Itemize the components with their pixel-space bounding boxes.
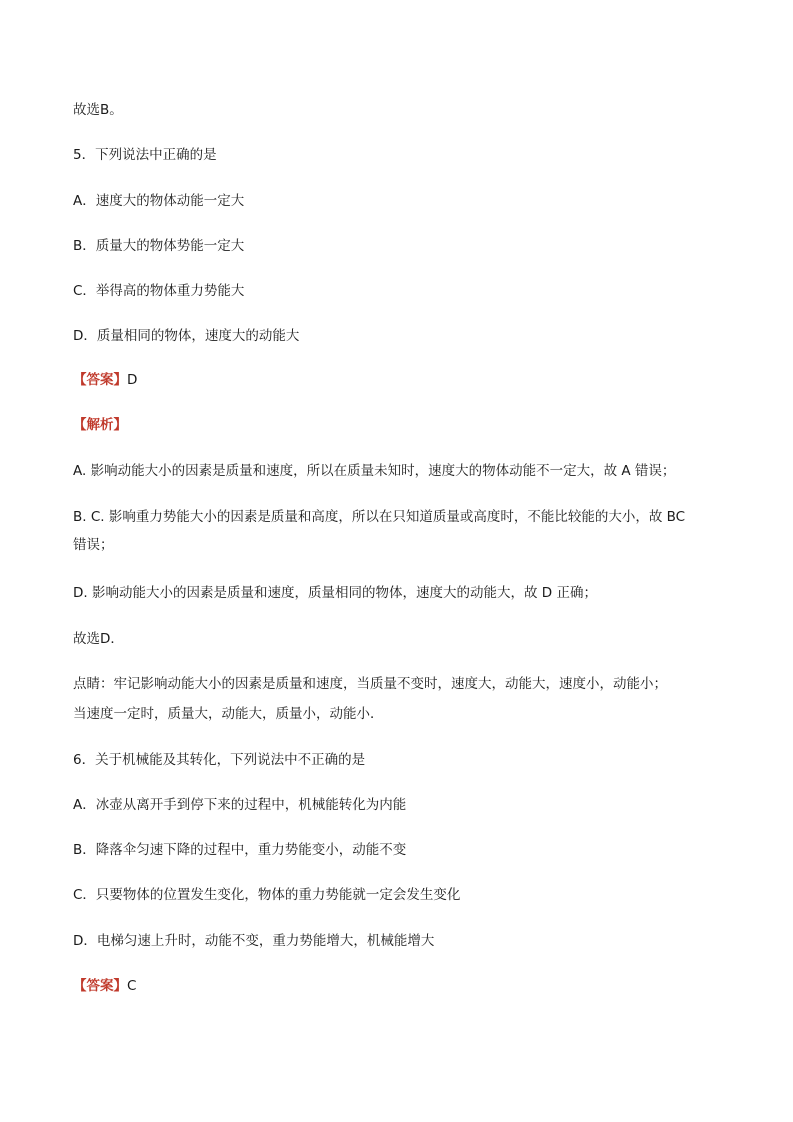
answer-label: 【答案】: [73, 372, 127, 388]
question-6-option-b: B．降落伞匀速下降的过程中，重力势能变小，动能不变: [73, 842, 407, 858]
question-6-option-c: C．只要物体的位置发生变化，物体的重力势能就一定会发生变化: [73, 887, 461, 903]
explanation-d: D. 影响动能大小的因素是质量和速度，质量相同的物体，速度大的动能大，故 D 正确；: [73, 585, 597, 601]
question-5-stem: 5．下列说法中正确的是: [73, 147, 217, 163]
tip-line-1: 点睛：牢记影响动能大小的因素是质量和速度，当质量不变时，速度大，动能大，速度小，动能小；: [73, 676, 667, 692]
explanation-a: A. 影响动能大小的因素是质量和速度，所以在质量未知时，速度大的物体动能不一定大，故 A 错误；: [73, 463, 676, 479]
question-5-option-b: B．质量大的物体势能一定大: [73, 238, 245, 254]
answer-5-value: D: [127, 372, 138, 388]
answer-5-row: [73, 371, 137, 389]
answer-6-value: C: [127, 978, 137, 994]
explanation-bc-cont: 错误；: [73, 537, 114, 553]
question-5-option-d: D．质量相同的物体，速度大的动能大: [73, 328, 300, 344]
answer-6-row: [73, 977, 136, 995]
question-6-stem: 6．关于机械能及其转化，下列说法中不正确的是: [73, 752, 366, 768]
analysis-label: 【解析】: [73, 417, 127, 433]
answer-label: 【答案】: [73, 978, 127, 994]
conclusion-5: 故选D．: [73, 631, 124, 647]
tip-line-2: 当速度一定时，质量大，动能大，质量小，动能小．: [73, 706, 384, 722]
conclusion-previous: 故选B。: [73, 102, 123, 118]
question-5-option-c: C．举得高的物体重力势能大: [73, 283, 245, 299]
question-6-option-a: A．冰壶从离开手到停下来的过程中，机械能转化为内能: [73, 797, 407, 813]
explanation-bc: B. C. 影响重力势能大小的因素是质量和高度，所以在只知道质量或高度时，不能比较能的大小，故 BC: [73, 509, 686, 525]
question-6-option-d: D．电梯匀速上升时，动能不变，重力势能增大，机械能增大: [73, 933, 435, 949]
question-5-option-a: A．速度大的物体动能一定大: [73, 193, 245, 209]
